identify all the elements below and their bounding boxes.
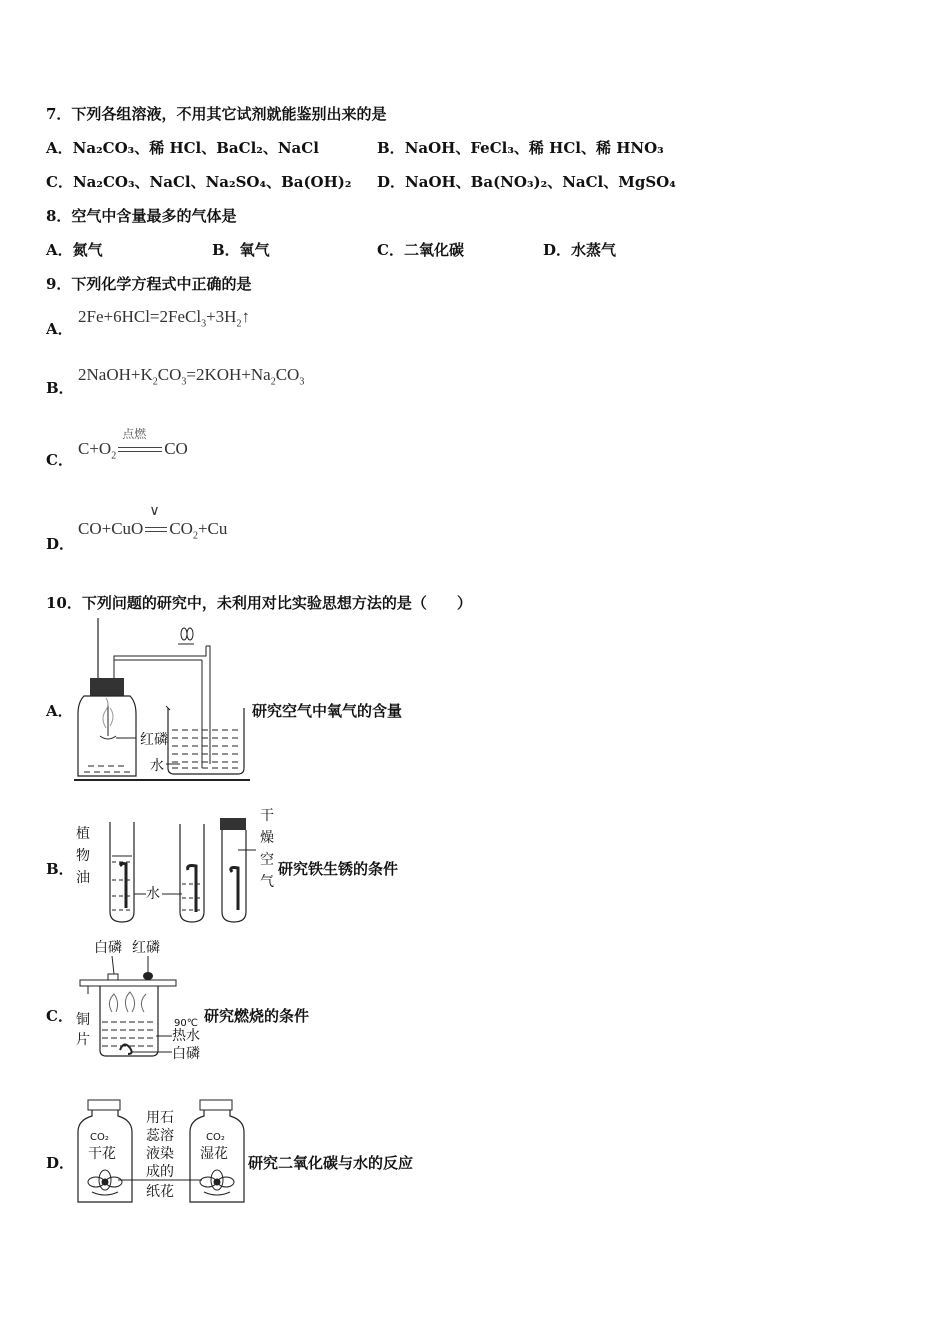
label-thing: 物 [76,848,90,864]
label-air-1: 空 [260,852,274,868]
label-red-phosphorus: 红磷 [140,732,168,748]
q9-option-b-letter[interactable]: B． [46,379,74,397]
label-plant: 植 [76,826,90,842]
label-copper-1: 铜 [76,1012,90,1028]
label-dry-2: 燥 [260,830,274,846]
q10-option-b-letter[interactable]: B． [46,860,74,878]
q9-option-a-letter[interactable]: A． [46,320,73,338]
label-white-phosphorus-bottom: 白磷 [172,1046,200,1062]
label-water: 水 [150,758,164,774]
label-copper-2: 片 [76,1032,90,1048]
q8-stem: 8．空气中含量最多的气体是 [46,207,237,225]
label-dry-flower: 干花 [88,1146,116,1162]
label-temperature: 90℃ [174,1018,198,1029]
q10-option-a-caption: 研究空气中氧气的含量 [252,702,403,720]
q9-c-condition: 点燃 [122,427,147,442]
q7-stem: 7．下列各组溶液，不用其它试剂就能鉴别出来的是 [46,105,387,123]
q10-option-c-letter[interactable]: C． [46,1007,73,1025]
q7-option-a[interactable]: A．Na₂CO₃、稀 HCl、BaCl₂、NaCl [46,139,319,157]
q10-option-a-letter[interactable]: A． [46,702,73,720]
label-litmus-5: 纸花 [146,1184,174,1200]
q8-option-b[interactable]: B．氧气 [212,241,270,259]
label-litmus-1: 用石 [146,1110,174,1126]
label-hot-water: 热水 [172,1028,200,1044]
q10-option-d-caption: 研究二氧化碳与水的反应 [248,1154,414,1172]
q7-option-b[interactable]: B．NaOH、FeCl₃、稀 HCl、稀 HNO₃ [377,139,664,157]
q9-option-c-equation[interactable]: $C+O_2$ 点燃 CO [78,427,188,462]
q9-option-a-equation[interactable]: $2Fe+6HCl=2FeCl_3+3H_2↑$ [78,307,250,330]
label-white-phosphorus-top: 白磷 [94,940,122,956]
label-co2-right: CO₂ [206,1132,225,1143]
label-red-phosphorus-top: 红磷 [132,940,160,956]
q8-option-d[interactable]: D．水蒸气 [543,241,617,259]
iron-rust-apparatus [72,804,282,926]
q9-stem: 9．下列化学方程式中正确的是 [46,275,252,293]
q9-option-c-letter[interactable]: C． [46,451,73,469]
q9-c-equals [118,447,162,452]
label-wet-flower: 湿花 [200,1146,228,1162]
q10-option-d-letter[interactable]: D． [46,1154,75,1172]
label-oil: 油 [76,870,90,886]
q10-option-b-caption: 研究铁生锈的条件 [278,860,399,878]
q9-option-d-equation[interactable]: CO+CuO ∨ $CO_2+Cu$ [78,503,228,542]
label-litmus-4: 成的 [146,1164,174,1180]
label-litmus-2: 蕊溶 [146,1128,174,1144]
q9-d-condition: ∨ [149,503,160,520]
q10-option-c-caption: 研究燃烧的条件 [204,1007,310,1025]
q7-option-c[interactable]: C．Na₂CO₃、NaCl、Na₂SO₄、Ba(OH)₂ [46,173,352,191]
q9-option-b-equation[interactable]: $2NaOH+K_2CO_3=2KOH+Na_2CO_3$ [78,365,305,388]
combustion-apparatus [72,936,212,1062]
q7-option-d[interactable]: D．NaOH、Ba(NO₃)₂、NaCl、MgSO₄ [377,173,676,191]
oxygen-content-apparatus [70,618,270,786]
q8-option-a[interactable]: A．氮气 [46,241,103,259]
q9-option-d-letter[interactable]: D． [46,535,75,553]
label-litmus-3: 液染 [146,1146,174,1162]
label-water-b: 水 [146,886,160,902]
q10-stem: 10．下列问题的研究中，未利用对比实验思想方法的是（ ） [46,594,472,612]
label-dry-1: 干 [260,808,274,824]
q8-option-c[interactable]: C．二氧化碳 [377,241,464,259]
label-co2-left: CO₂ [90,1132,109,1143]
q9-d-equals [145,527,167,532]
co2-water-apparatus [74,1098,254,1210]
label-air-2: 气 [260,874,274,890]
